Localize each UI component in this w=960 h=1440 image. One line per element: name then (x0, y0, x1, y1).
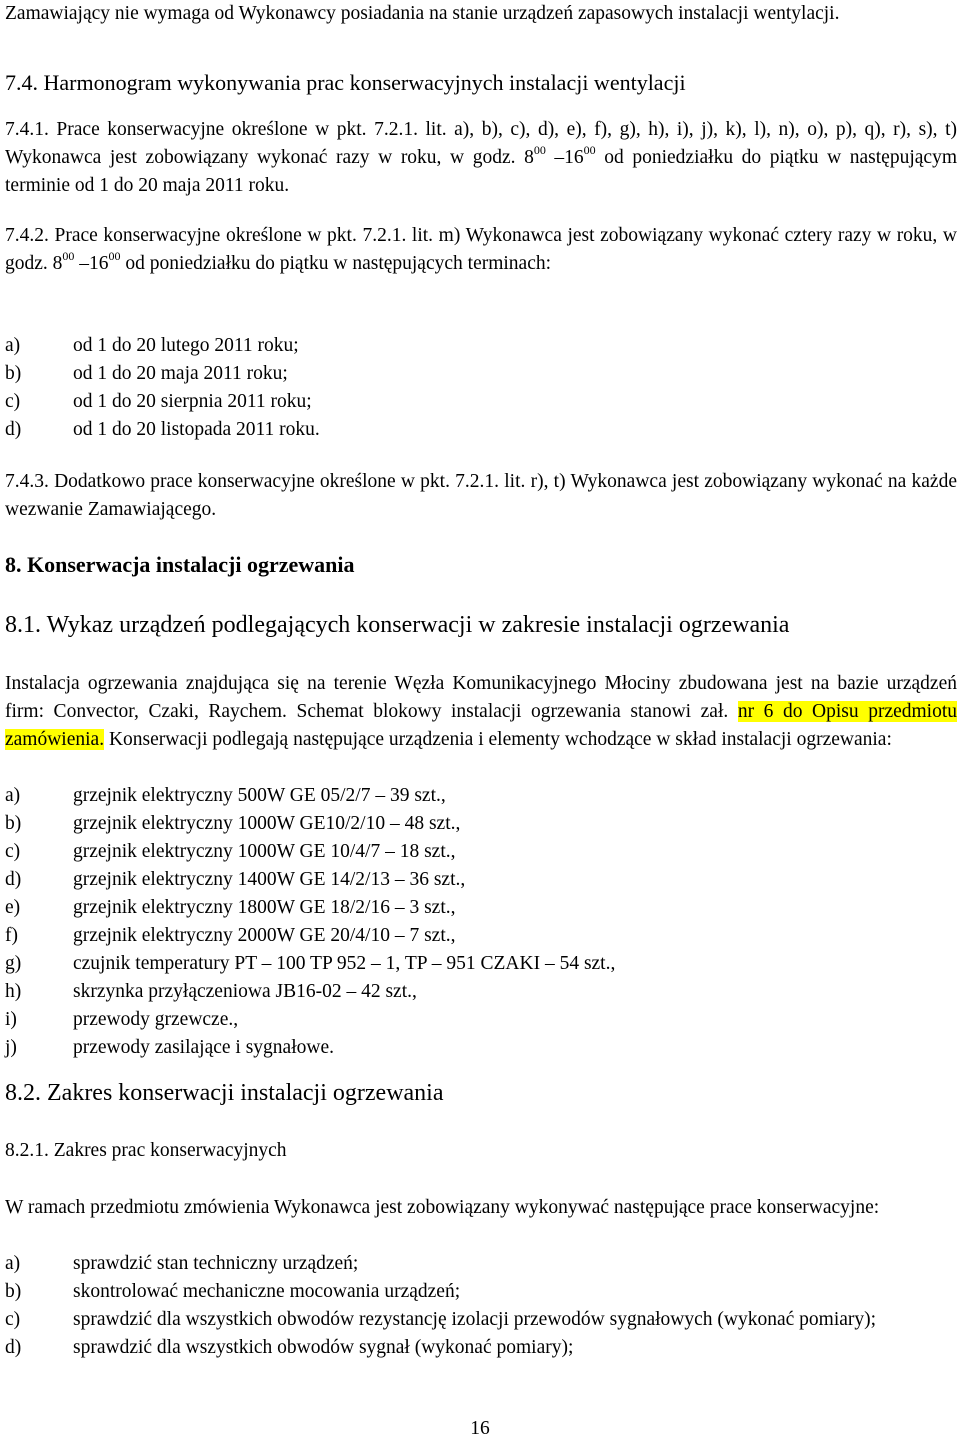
paragraph-8-1 (5, 670, 957, 754)
list-item (5, 1278, 876, 1306)
list-item (5, 810, 615, 838)
section-8-2-heading: 8.2. Zakres konserwacji instalacji ogrzewania (5, 1080, 444, 1106)
list-item-label: e) (5, 897, 21, 918)
list-item-text: od 1 do 20 listopada 2011 roku. (73, 419, 320, 440)
p741-text-a: 7.4.1. Prace konserwacyjne określone w pkt. 7.2.1. lit. a), b), c), d), e), f), g), h), i), j), k), l), n), o), p), q), r), s), t) Wykonawca jest zobowiązany wykonać razy w roku, w godz. 8 (5, 119, 957, 168)
list-item-text: czujnik temperatury PT – 100 TP 952 – 1, TP – 951 CZAKI – 54 szt., (73, 953, 616, 974)
list-item-label: g) (5, 953, 22, 974)
list-item-label: a) (5, 335, 21, 356)
list-item-text: grzejnik elektryczny 1000W GE10/2/10 – 48 szt., (73, 813, 461, 834)
list-item (5, 388, 320, 416)
list-item (5, 332, 320, 360)
list-item (5, 1006, 615, 1034)
list-item-text: od 1 do 20 lutego 2011 roku; (73, 335, 299, 356)
intro-paragraph: Zamawiający nie wymaga od Wykonawcy posiadania na stanie urządzeń zapasowych instalacji wentylacji. (5, 3, 840, 24)
list-item-text: od 1 do 20 sierpnia 2011 roku; (73, 391, 312, 412)
list-7-4-2 (5, 332, 320, 444)
list-item-label: c) (5, 841, 21, 862)
p81-text-a: Instalacja ogrzewania znajdująca się na terenie Węzła Komunikacyjnego Młociny zbudowana jest na bazie urządzeń firm: Convector, Czaki, Raychem. Schemat blokowy instalacji ogrzewania stanowi zał. (5, 673, 957, 722)
list-item-label: c) (5, 391, 21, 412)
p742-sup-2: 00 (108, 248, 121, 263)
list-item-label: f) (5, 925, 18, 946)
list-item-label: h) (5, 981, 22, 1002)
list-item (5, 978, 615, 1006)
list-item-text: sprawdzić dla wszystkich obwodów sygnał (wykonać pomiary); (73, 1337, 574, 1358)
list-item (5, 922, 615, 950)
list-item (5, 1306, 876, 1334)
list-item-text: od 1 do 20 maja 2011 roku; (73, 363, 288, 384)
page-number: 16 (470, 1418, 490, 1439)
list-item (5, 1250, 876, 1278)
list-item-text: grzejnik elektryczny 2000W GE 20/4/10 – 7 szt., (73, 925, 456, 946)
list-8-2-1 (5, 1250, 876, 1362)
p742-sup-1: 00 (62, 248, 75, 263)
section-8-heading: 8. Konserwacja instalacji ogrzewania (5, 552, 355, 577)
list-item (5, 360, 320, 388)
p741-sup-1: 00 (533, 142, 546, 157)
list-item (5, 866, 615, 894)
list-item-text: grzejnik elektryczny 1000W GE 10/4/7 – 18 szt., (73, 841, 456, 862)
list-item-text: sprawdzić dla wszystkich obwodów rezystancję izolacji przewodów sygnałowych (wykonać pomiary); (73, 1309, 877, 1330)
section-8-1-heading: 8.1. Wykaz urządzeń podlegających konserwacji w zakresie instalacji ogrzewania (5, 612, 790, 638)
p742-text-c: od poniedziałku do piątku w następujących terminach: (120, 253, 552, 274)
paragraph-7-4-1 (5, 116, 957, 200)
section-7-4-heading: 7.4. Harmonogram wykonywania prac konserwacyjnych instalacji wentylacji (5, 70, 686, 95)
list-item-label: a) (5, 1253, 21, 1274)
p742-text-b: –16 (74, 253, 109, 274)
paragraph-7-4-2 (5, 222, 957, 278)
p81-text-b: Konserwacji podlegają następujące urządzenia i elementy wchodzące w skład instalacji ogrzewania: (104, 729, 892, 750)
list-item-text: sprawdzić stan techniczny urządzeń; (73, 1253, 359, 1274)
section-8-2-1-heading: 8.2.1. Zakres prac konserwacyjnych (5, 1140, 287, 1161)
list-item-label: d) (5, 419, 22, 440)
list-item (5, 894, 615, 922)
p742-text-a: 7.4.2. Prace konserwacyjne określone w pkt. 7.2.1. lit. m) Wykonawca jest zobowiązany wykonać cztery razy w roku, w godz. 8 (5, 225, 957, 274)
list-item-label: i) (5, 1009, 17, 1030)
list-item (5, 782, 615, 810)
list-item-text: grzejnik elektryczny 1400W GE 14/2/13 – 36 szt., (73, 869, 466, 890)
p741-text-b: –16 (545, 147, 584, 168)
list-item (5, 1334, 876, 1362)
list-item (5, 416, 320, 444)
list-item-label: j) (5, 1037, 17, 1058)
list-item-label: d) (5, 869, 22, 890)
list-item-label: d) (5, 1337, 22, 1358)
list-item (5, 950, 615, 978)
paragraph-7-4-3: 7.4.3. Dodatkowo prace konserwacyjne określone w pkt. 7.2.1. lit. r), t) Wykonawca jest zobowiązany wykonać na każde wezwanie Zamawiającego. (5, 471, 957, 520)
list-item-text: przewody zasilające i sygnałowe. (73, 1037, 334, 1058)
list-item-text: skrzynka przyłączeniowa JB16-02 – 42 szt., (73, 981, 417, 1002)
list-item (5, 838, 615, 866)
p741-sup-2: 00 (583, 142, 596, 157)
list-item-label: b) (5, 363, 22, 384)
list-item-text: grzejnik elektryczny 1800W GE 18/2/16 – 3 szt., (73, 897, 456, 918)
list-item-text: grzejnik elektryczny 500W GE 05/2/7 – 39 szt., (73, 785, 446, 806)
paragraph-8-2-1: W ramach przedmiotu zmówienia Wykonawca jest zobowiązany wykonywać następujące prace konserwacyjne: (5, 1197, 880, 1218)
list-item-text: przewody grzewcze., (73, 1009, 239, 1030)
highlighted-reference: nr 6 do Opisu przedmiotu zamówienia. (5, 701, 958, 750)
list-item-text: skontrolować mechaniczne mocowania urządzeń; (73, 1281, 461, 1302)
list-item-label: b) (5, 1281, 22, 1302)
list-8-1 (5, 782, 615, 1062)
list-item (5, 1034, 615, 1062)
list-item-label: c) (5, 1309, 21, 1330)
p741-text-c: od poniedziałku do piątku w następującym terminie od 1 do 20 maja 2011 roku. (5, 147, 957, 196)
list-item-label: a) (5, 785, 21, 806)
list-item-label: b) (5, 813, 22, 834)
